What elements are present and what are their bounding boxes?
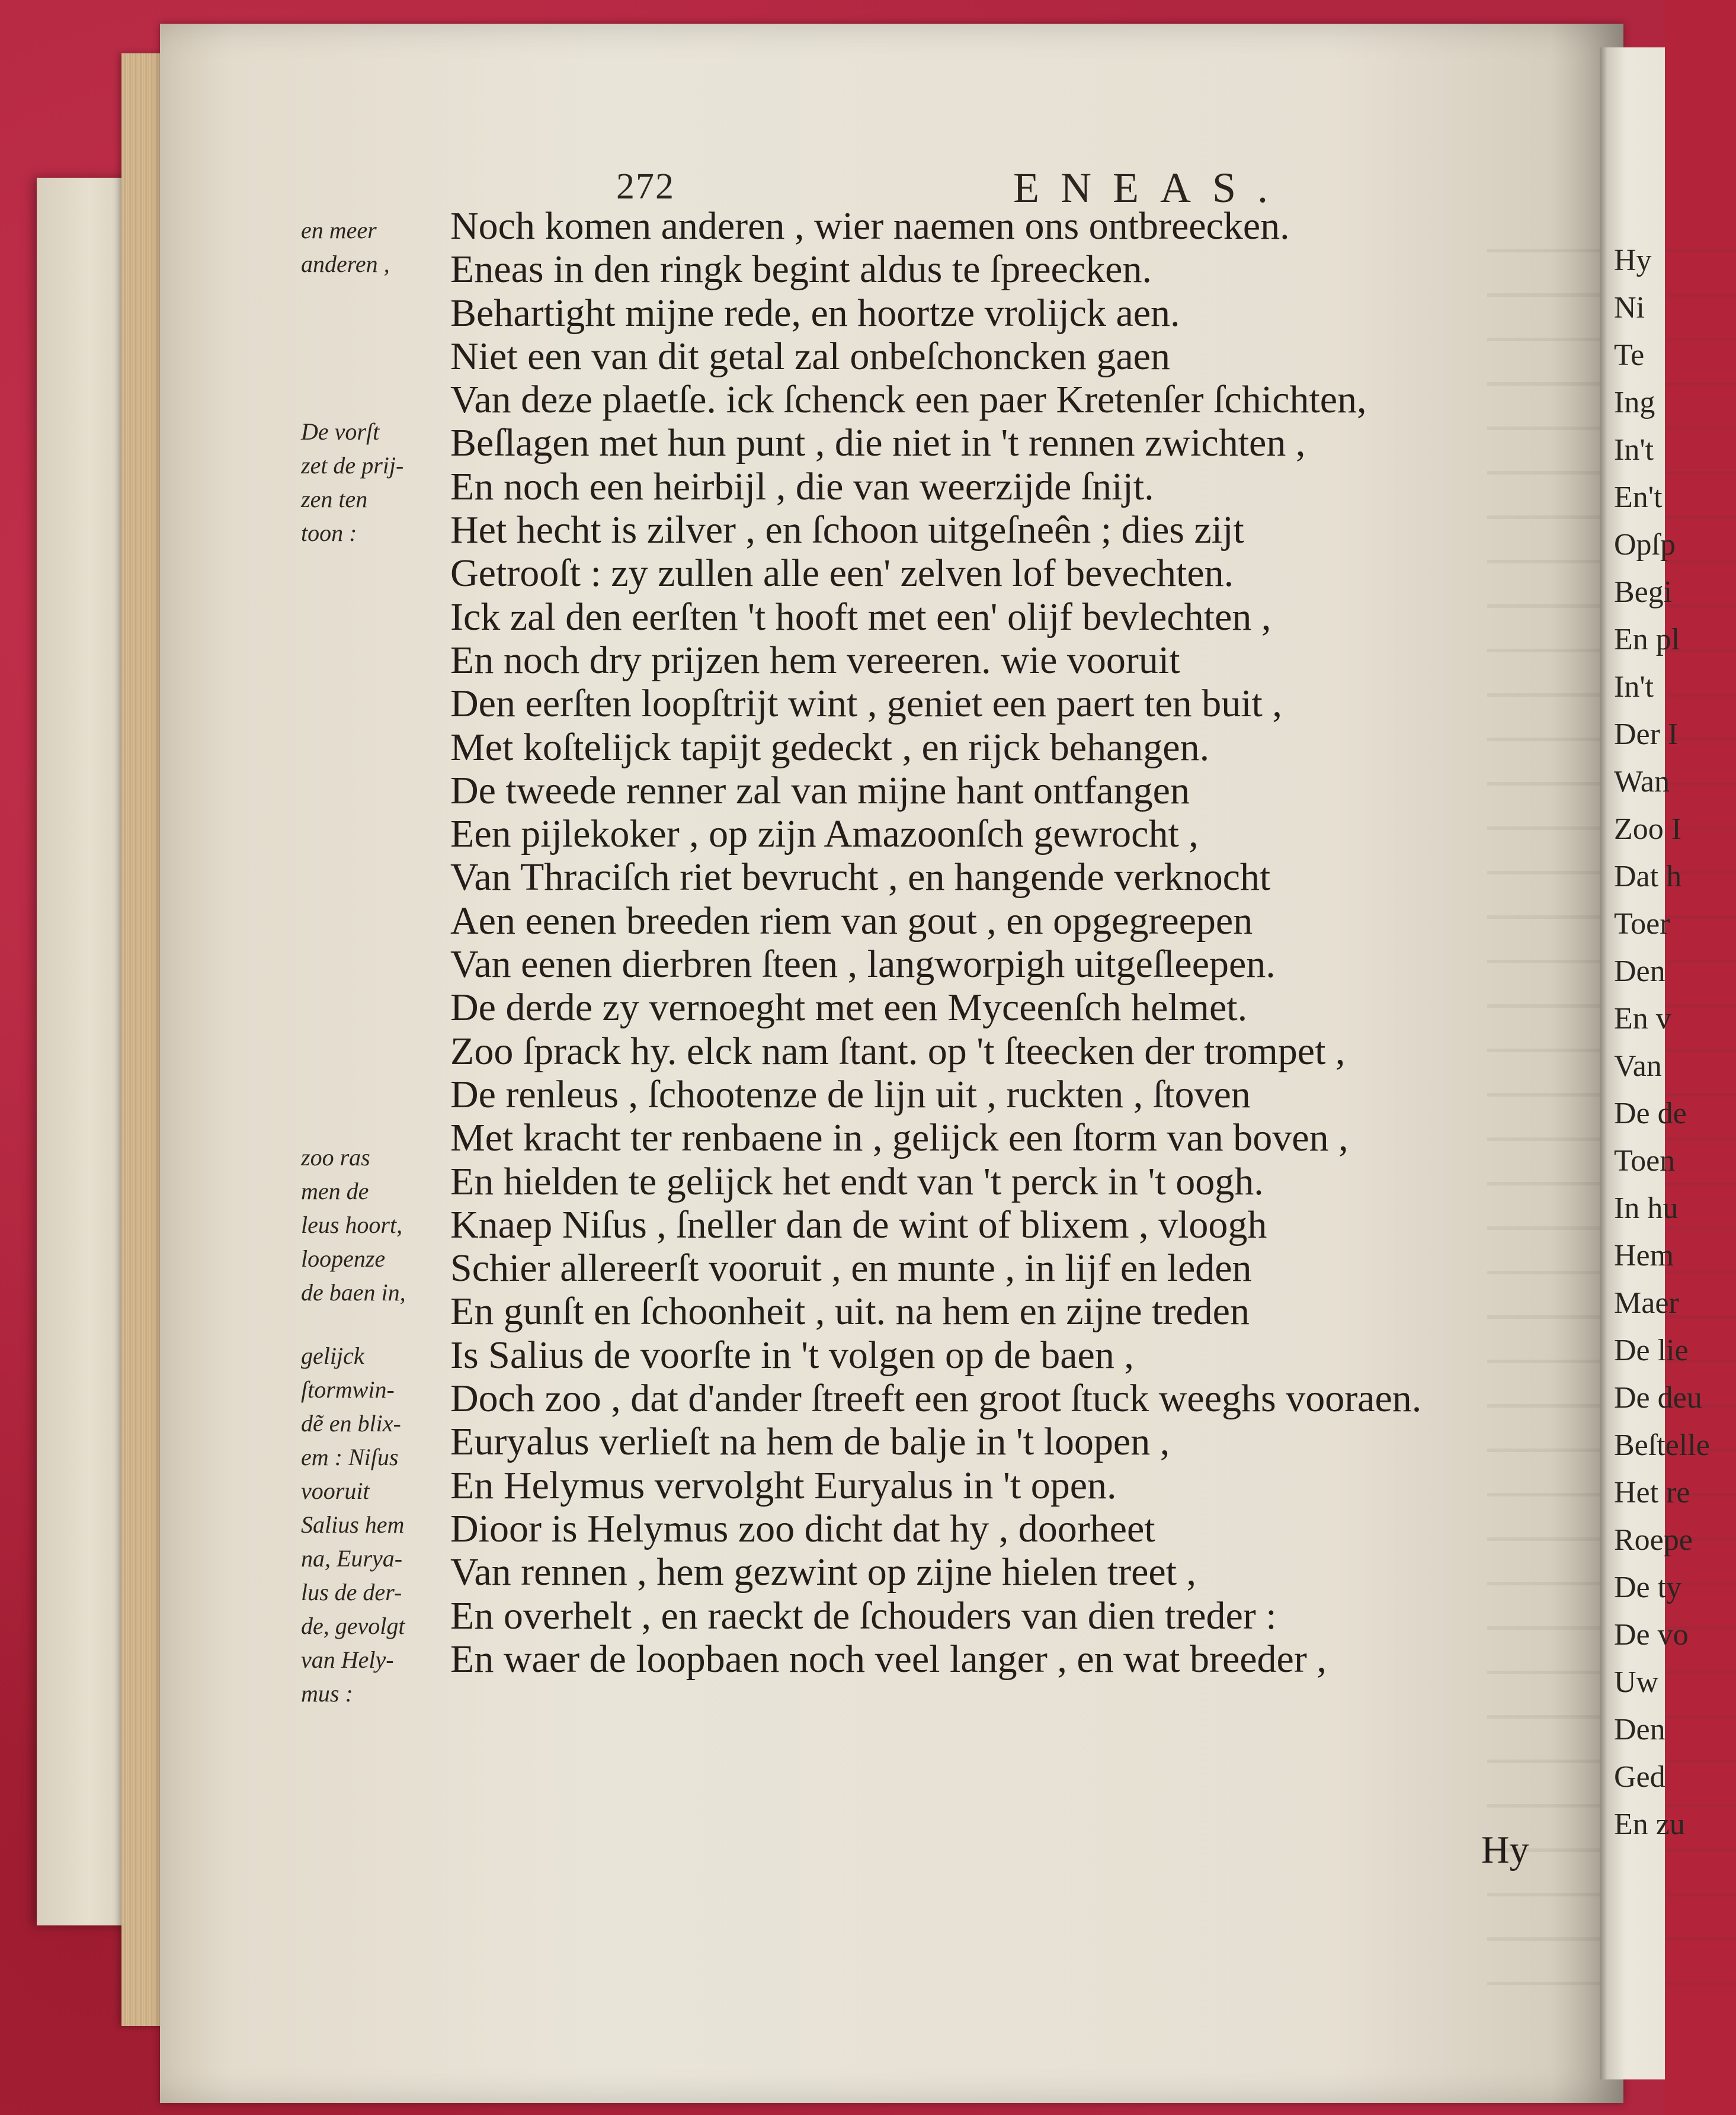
facing-page-fragment: Uw <box>1614 1665 1659 1699</box>
verse-line: Met kracht ter renbaene in , gelijck een ſtorm van boven , <box>450 1116 1349 1160</box>
facing-page-fragment: En zu <box>1614 1808 1685 1841</box>
page-number: 272 <box>616 166 675 207</box>
margin-note: gelijck ſtormwin- dẽ en blix- em : Niſus vooruit Salius hem na, Eurya- lus de der- de, gevolgt van Hely- mus : <box>301 1342 405 1707</box>
verse-line: En overhelt , en raeckt de ſchouders van dien treder : <box>450 1594 1277 1637</box>
verse-line: En gunſt en ſchoonheit , uit. na hem en zijne treden <box>450 1290 1250 1334</box>
margin-note: zoo ras men de leus hoort, loopenze de baen in, <box>301 1144 406 1306</box>
facing-page-fragment: Te <box>1614 338 1645 372</box>
verse-line: Zoo ſprack hy. elck nam ſtant. op 't ſteecken der trompet , <box>450 1029 1346 1073</box>
verse-line: Is Salius de voorſte in 't volgen op de baen , <box>450 1333 1134 1377</box>
facing-page-fragment: De deu <box>1614 1381 1702 1415</box>
facing-page-fragment: In't <box>1614 433 1654 467</box>
verse-line: Noch komen anderen , wier naemen ons ontbreecken. <box>450 204 1290 248</box>
facing-page-edge <box>1600 47 1710 2079</box>
verse-line: Eneas in den ringk begint aldus te ſpreecken. <box>450 248 1152 291</box>
verse-line: En Helymus vervolght Euryalus in 't open. <box>450 1463 1117 1507</box>
verse-line: Het hecht is zilver , en ſchoon uitgeſneên ; dies zijt <box>450 508 1244 552</box>
verse-line: De derde zy vernoeght met een Myceenſch helmet. <box>450 986 1248 1030</box>
verse-line: En hielden te gelijck het endt van 't perck in 't oogh. <box>450 1159 1264 1203</box>
facing-page-fragment: Ni <box>1614 291 1645 325</box>
margin-note: en meer anderen , <box>301 217 390 277</box>
facing-page-fragment: De vo <box>1614 1618 1689 1652</box>
facing-page-fragment: In't <box>1614 670 1654 704</box>
facing-page-fragment: Het re <box>1614 1476 1690 1510</box>
facing-page-fragment: Zoo I <box>1614 812 1682 846</box>
verse-line: En waer de loopbaen noch veel langer , en wat breeder , <box>450 1637 1327 1681</box>
facing-page-fragment: Van <box>1614 1049 1662 1083</box>
verse-line: Behartight mijne rede, en hoortze vrolijck aen. <box>450 291 1180 335</box>
facing-page-fragment: Opſp <box>1614 528 1676 562</box>
facing-page-fragment: En't <box>1614 480 1663 514</box>
facing-page-fragment: Der I <box>1614 717 1679 751</box>
facing-page-fragment: De ty <box>1614 1571 1682 1604</box>
facing-page-fragment: Toen <box>1614 1144 1676 1178</box>
verse-line: Van rennen , hem gezwint op zijne hielen treet , <box>450 1550 1197 1594</box>
verse-line: En noch een heirbijl , die van weerzijde ſnijt. <box>450 464 1154 508</box>
verse-line: Schier allereerſt vooruit , en munte , in lijf en leden <box>450 1246 1252 1290</box>
verse-line: Knaep Niſus , ſneller dan de wint of blixem , vloogh <box>450 1203 1267 1246</box>
verse-line: Van deze plaetſe. ick ſchenck een paer Kretenſer ſchichten, <box>450 378 1367 422</box>
verse-line: Een pijlekoker , op zijn Amazoonſch gewrocht , <box>450 812 1199 856</box>
verse-line: En noch dry prijzen hem vereeren. wie vooruit <box>450 638 1180 682</box>
verse-line: Dioor is Helymus zoo dicht dat hy , doorheet <box>450 1507 1155 1550</box>
facing-page-fragment: De lie <box>1614 1334 1689 1367</box>
verse-line: De renleus , ſchootenze de lijn uit , ruckten , ſtoven <box>450 1072 1251 1116</box>
facing-page-fragment: Hem <box>1614 1239 1674 1273</box>
verse-line: Van Thraciſch riet bevrucht , en hangende verknocht <box>450 855 1271 899</box>
verse-line: Beſlagen met hun punt , die niet in 't rennen zwichten , <box>450 421 1306 465</box>
verse-text <box>450 204 1576 1681</box>
facing-page-fragment: De de <box>1614 1097 1687 1130</box>
facing-page-fragment: Wan <box>1614 765 1670 799</box>
running-title: ENEAS. <box>1013 164 1289 212</box>
verse-line: Niet een van dit getal zal onbeſchoncken gaen <box>450 334 1170 378</box>
facing-page-fragment: Dat h <box>1614 860 1682 893</box>
facing-page-fragment: Hy <box>1614 243 1652 277</box>
catchword: Hy <box>1481 1828 1529 1872</box>
facing-page-fragment: Beſtelle <box>1614 1428 1710 1462</box>
facing-page-fragment: Maer <box>1614 1286 1679 1320</box>
facing-page-fragment: Begi <box>1614 575 1673 609</box>
verse-line: Met koſtelijck tapijt gedeckt , en rijck behangen. <box>450 725 1210 769</box>
facing-page-fragment: Ing <box>1614 386 1655 419</box>
verse-line: Ick zal den eerſten 't hooft met een' olijf bevlechten , <box>450 595 1271 639</box>
verse-line: Van eenen dierbren ſteen , langworpigh uitgeſleepen. <box>450 943 1276 986</box>
facing-page-fragment: Den <box>1614 1713 1665 1747</box>
facing-page-fragment: Ged <box>1614 1760 1665 1794</box>
facing-page-fragment: Roepe <box>1614 1523 1693 1557</box>
verse-line: Aen eenen breeden riem van gout , en opgegreepen <box>450 899 1253 943</box>
verse-line: Den eerſten loopſtrijt wint , geniet een paert ten buit , <box>450 682 1282 726</box>
facing-page-fragment: In hu <box>1614 1191 1679 1225</box>
verse-line: Euryalus verlieſt na hem de balje in 't loopen , <box>450 1420 1170 1464</box>
facing-page-fragment: En pl <box>1614 623 1680 656</box>
facing-page-fragment: Den <box>1614 954 1665 988</box>
margin-note: De vorſt zet de prij- zen ten toon : <box>301 418 404 546</box>
facing-page-fragment: En v <box>1614 1002 1671 1036</box>
verse-line: Doch zoo , dat d'ander ſtreeft een groot ſtuck weeghs vooraen. <box>450 1377 1422 1421</box>
facing-page-fragment: Toer <box>1614 907 1670 941</box>
verse-line: De tweede renner zal van mijne hant ontfangen <box>450 768 1190 812</box>
verse-line: Getrooſt : zy zullen alle een' zelven lof bevechten. <box>450 552 1234 595</box>
